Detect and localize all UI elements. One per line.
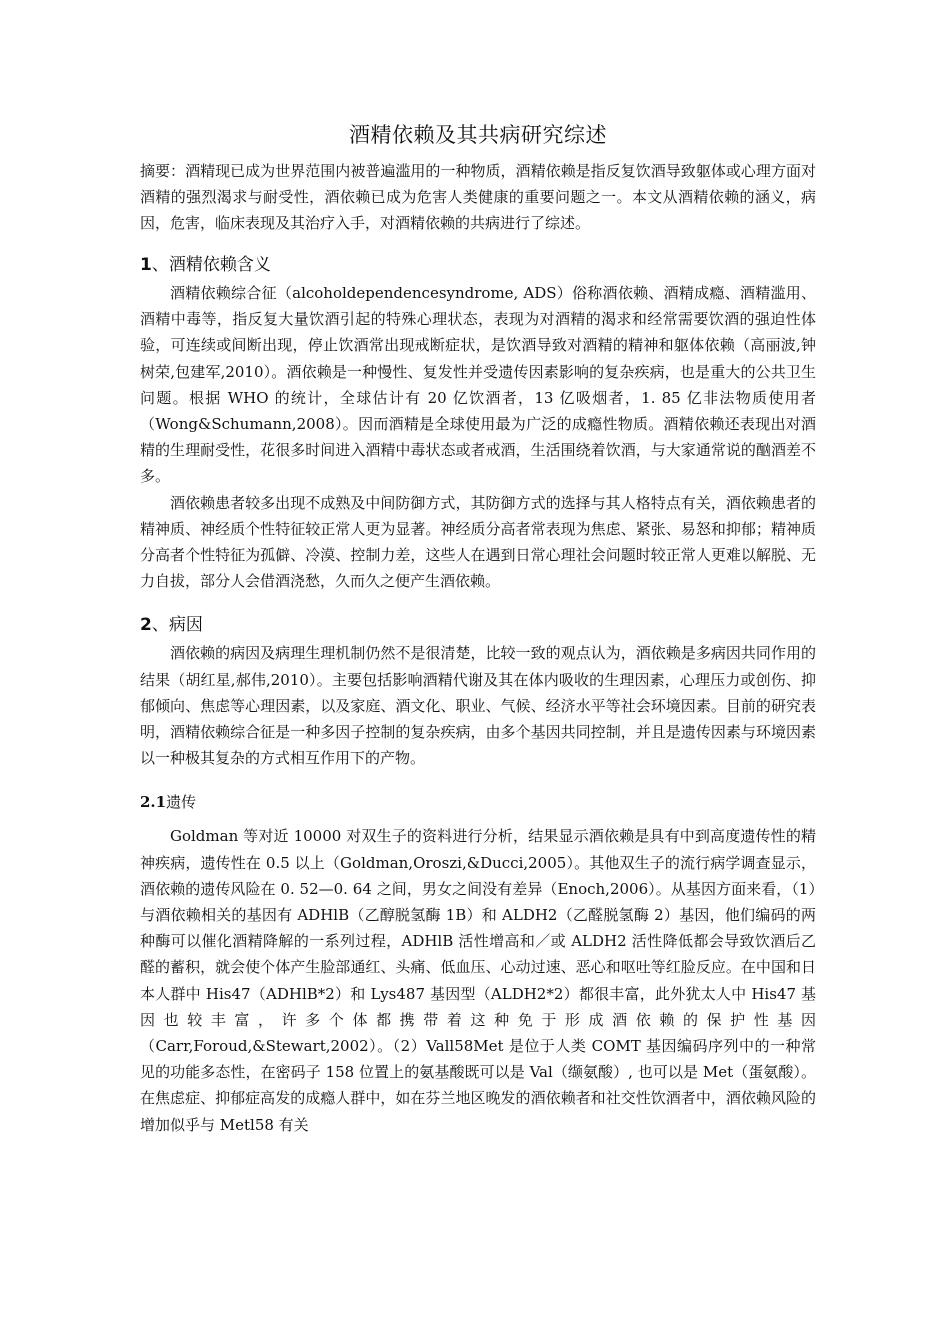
subsection-2-1-title: 遗传 <box>166 793 197 812</box>
section-1-paragraph-1: 酒精依赖综合征（alcoholdependencesyndrome, ADS）俗称酒依赖、酒精成瘾、酒精滥用、酒精中毒等，指反复大量饮酒引起的特殊心理状态，表现为对酒精的渴求和经常需要饮酒的强迫性体验，可连续或间断出现，停止饮酒常出现戒断症状，是饮酒导致对酒精的精神和躯体依赖（高丽波,钟树荣,包建军,2010）。酒依赖是一种慢性、复发性并受遗传因素影响的复杂疾病，也是重大的公共卫生问题。根据 WHO 的统计，全球估计有 20 亿饮酒者，13 亿吸烟者，1. 85 亿非法物质使用者（Wong&Schumann,2008）。因而酒精是全球使用最为广泛的成瘾性物质。酒精依赖还表现出对酒精的生理耐受性，花很多时间进入酒精中毒状态或者戒酒，生活围绕着饮酒，与大家通常说的酗酒差不多。 <box>140 284 816 486</box>
document-page <box>140 118 816 1138</box>
section-1-title: 、酒精依赖含义 <box>151 255 271 275</box>
section-2-title: 、病因 <box>151 615 203 636</box>
section-1-paragraph-2: 酒依赖患者较多出现不成熟及中间防御方式，其防御方式的选择与其人格特点有关，酒依赖患者的精神质、神经质个性特征较正常人更为显著。神经质分高者常表现为焦虑、紧张、易怒和抑郁；精神质分高者个性特征为孤僻、冷漠、控制力差，这些人在遇到日常心理社会问题时较正常人更难以解脱、无力自拔，部分人会借酒浇愁，久而久之便产生酒依赖。 <box>140 493 816 591</box>
section-1-number: 1 <box>140 255 152 275</box>
subsection-2-1-heading <box>140 789 816 815</box>
subsection-2-1-paragraph: Goldman 等对近 10000 对双生子的资料进行分析，结果显示酒依赖是具有中到高度遗传性的精神疾病，遗传性在 0.5 以上（Goldman,Oroszi,&Ducci,2005）。其他双生子的流行病学调查显示，酒依赖的遗传风险在 0. 52—0. 64 之间，男女之间没有差异（Enoch,2006）。从基因方面来看，（1）与酒依赖相关的基因有 ADHlB（乙醇脱氢酶 1B）和 ALDH2（乙醛脱氢酶 2）基因，他们编码的两种酶可以催化酒精降解的一系列过程，ADHlB 活性增高和／或 ALDH2 活性降低都会导致饮酒后乙醛的蓄积，就会使个体产生脸部通红、头痛、低血压、心动过速、恶心和呕吐等红脸反应。在中国和日本人群中 His47（ADHlB*2）和 Lys487 基因型（ALDH2*2）都很丰富，此外犹太人中 His47 基因也较丰富，许多个体都携带着这种免于形成酒依赖的保护性基因（Carr,Foroud,&Stewart,2002）。（2）Vall58Met 是位于人类 COMT 基因编码序列中的一种常见的功能多态性，在密码子 158 位置上的氨基酸既可以是 Val（缬氨酸）, 也可以是 Met（蛋氨酸）。在焦虑症、抑郁症高发的成瘾人群中，如在芬兰地区晚发的酒依赖者和社交性饮酒者中，酒依赖风险的增加似乎与 Metl58 有关 <box>140 827 816 1134</box>
section-2-heading <box>140 612 816 638</box>
document-title: 酒精依赖及其共病研究综述 <box>349 123 607 147</box>
section-1-heading <box>140 252 816 278</box>
section-2-number: 2 <box>140 615 152 636</box>
section-2-paragraph-1: 酒依赖的病因及病理生理机制仍然不是很清楚，比较一致的观点认为，酒依赖是多病因共同作用的结果（胡红星,郝伟,2010）。主要包括影响酒精代谢及其在体内吸收的生理因素，心理压力或创伤、抑郁倾向、焦虑等心理因素，以及家庭、酒文化、职业、气候、经济水平等社会环境因素。目前的研究表明，酒精依赖综合征是一种多因子控制的复杂疾病，由多个基因共同控制，并且是遗传因素与环境因素以一种极其复杂的方式相互作用下的产物。 <box>140 644 816 768</box>
subsection-2-1-number: 2.1 <box>140 793 167 812</box>
abstract-paragraph: 摘要：酒精现已成为世界范围内被普遍滥用的一种物质，酒精依赖是指反复饮酒导致躯体或心理方面对酒精的强烈渴求与耐受性，酒依赖已成为危害人类健康的重要问题之一。本文从酒精依赖的涵义，病因，危害，临床表现及其治疗入手，对酒精依赖的共病进行了综述。 <box>140 162 816 232</box>
